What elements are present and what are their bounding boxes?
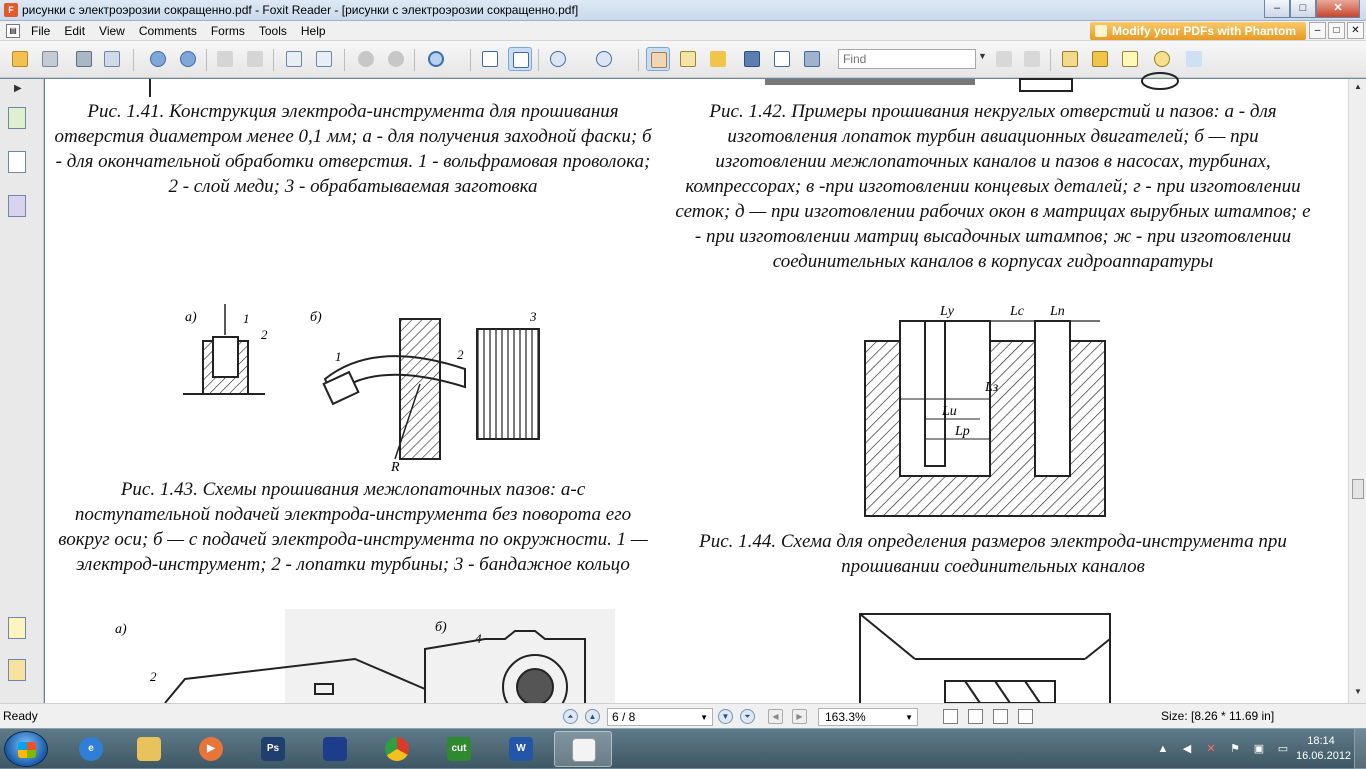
- continuous-view-icon[interactable]: [968, 709, 983, 724]
- page-size: Size: [8.26 * 11.69 in]: [1161, 709, 1275, 723]
- chrome-icon: [385, 737, 409, 761]
- start-button[interactable]: [4, 731, 48, 767]
- fit-width-icon: [513, 52, 529, 68]
- layers-icon[interactable]: [8, 195, 26, 217]
- find-button[interactable]: [740, 47, 764, 71]
- zoom-tool-button[interactable]: [424, 47, 448, 71]
- figbottom-label-b: б): [435, 620, 447, 635]
- next-page-status-button[interactable]: ▼: [718, 709, 733, 724]
- text-tool-button[interactable]: [1118, 47, 1142, 71]
- figure-bottom-left-drawing: [105, 609, 625, 703]
- single-page-view-icon[interactable]: [943, 709, 958, 724]
- back-button[interactable]: [213, 47, 237, 71]
- select-text-icon: [680, 51, 696, 67]
- down-arrow-icon: [180, 51, 196, 67]
- fig143-label-3: 3: [530, 309, 537, 324]
- figbottom-label-a: а): [115, 622, 127, 637]
- page-dropdown-icon[interactable]: ▼: [700, 713, 708, 722]
- promo-label: Modify your PDFs with Phantom: [1112, 24, 1297, 38]
- forward-view-button[interactable]: ▶: [792, 709, 807, 724]
- comments-panel-icon[interactable]: [8, 617, 26, 639]
- taskbar-floppy[interactable]: [306, 731, 364, 767]
- email-button[interactable]: [100, 47, 124, 71]
- email-icon: [104, 51, 120, 67]
- figure-1-43-drawing: [175, 299, 537, 475]
- fig144-label-Lp: Lр: [955, 424, 970, 439]
- tray-expand-icon[interactable]: ▲: [1157, 743, 1169, 755]
- left-arrow-icon: [217, 51, 233, 67]
- menu-help[interactable]: Help: [300, 23, 326, 38]
- figure-fragment-top-right: [765, 79, 1235, 99]
- clock-date: 16.06.2012: [1296, 750, 1352, 762]
- undo-button[interactable]: [354, 47, 378, 71]
- open-button[interactable]: [8, 47, 32, 71]
- foxit-app-icon[interactable]: F: [4, 3, 18, 17]
- pencil-icon: [1092, 51, 1108, 67]
- text-box-icon: [1122, 51, 1138, 67]
- menu-forms[interactable]: Forms: [210, 23, 245, 38]
- save-button[interactable]: [38, 47, 62, 71]
- menu-comments[interactable]: Comments: [138, 23, 197, 38]
- first-page-button[interactable]: ⏶: [563, 709, 578, 724]
- taskbar-chrome[interactable]: [368, 731, 426, 767]
- redo-icon: [388, 51, 404, 67]
- volume-icon[interactable]: ◀: [1182, 743, 1192, 755]
- snapshot-button[interactable]: [800, 47, 824, 71]
- find-input[interactable]: [838, 49, 976, 69]
- collapse-panel-icon[interactable]: ▶: [14, 83, 22, 94]
- fig143-label-2: 2: [261, 327, 268, 342]
- taskbar-mp3-direct-cut[interactable]: [430, 731, 488, 767]
- caption-figure-1-44: Рис. 1.44. Схема для определения размеров электрода-инструмента при прошивании соединительных каналов: [699, 531, 1287, 577]
- foxit-reader-icon: [572, 738, 596, 762]
- menu-file[interactable]: File: [31, 23, 51, 38]
- minimize-button[interactable]: –: [1264, 0, 1290, 18]
- fig143-label-R: R: [391, 460, 400, 475]
- status-bar: [0, 703, 1366, 728]
- figure-bottom-right-drawing: [855, 609, 1115, 703]
- pages-insert-icon: [316, 51, 332, 67]
- phantom-icon: [1095, 25, 1107, 37]
- redo-button[interactable]: [384, 47, 408, 71]
- network-error-icon[interactable]: ✕: [1206, 743, 1216, 755]
- folder-icon: [12, 51, 28, 67]
- media-player-icon: ▶: [199, 737, 223, 761]
- taskbar-photoshop[interactable]: [244, 731, 302, 767]
- last-page-button[interactable]: ⏷: [740, 709, 755, 724]
- figure-fragment-arrow: [140, 79, 170, 99]
- internet-explorer-icon: e: [79, 737, 103, 761]
- show-desktop-button[interactable]: [1354, 729, 1366, 769]
- fig143-label-b: б): [310, 310, 322, 325]
- fit-width-button[interactable]: [508, 47, 532, 71]
- page-number-field[interactable]: [607, 708, 713, 726]
- keyboard-icon[interactable]: ▭: [1277, 743, 1289, 755]
- floppy-disk-icon: [323, 737, 347, 761]
- taskbar-file-explorer[interactable]: [120, 731, 178, 767]
- continuous-facing-view-icon[interactable]: [1018, 709, 1033, 724]
- figbottom-label-2: 2: [150, 669, 157, 684]
- note-tool-button[interactable]: [1058, 47, 1082, 71]
- scroll-down-icon[interactable]: ▼: [1354, 687, 1362, 696]
- caption-figure-1-43: Рис. 1.43. Схемы прошивания межлопаточных пазов: а-с поступательной подачей электрода-инструмента без поворота его вокруг оси; б — с подачей электрода-инструмента по окружности. 1 — электрод-инструмент; 2 - лопатки турбины; 3 - бандажное кольцо: [58, 479, 648, 575]
- print-button[interactable]: [72, 47, 96, 71]
- menu-view[interactable]: View: [99, 23, 125, 38]
- find-dropdown-icon[interactable]: ▼: [978, 51, 987, 61]
- pencil-tool-button[interactable]: [1088, 47, 1112, 71]
- figbottom-label-4: 4: [475, 631, 482, 646]
- next-page-button[interactable]: [176, 47, 200, 71]
- photoshop-icon: Ps: [261, 737, 285, 761]
- save-icon: [42, 51, 58, 67]
- caption-figure-1-41: Рис. 1.41. Конструкция электрода-инструмента для прошивания отверстия диаметром менее 0,1 мм; а - для получения заходной фаски; б - для окончательной обработки отверстия. 1 - вольфрамовая проволока; 2 - слой меди; 3 - обрабатываемая заготовка: [54, 101, 652, 197]
- fit-page-button[interactable]: [478, 47, 502, 71]
- maximize-button[interactable]: □: [1290, 0, 1316, 18]
- callout-icon: [1154, 51, 1170, 67]
- zoom-out-button[interactable]: [546, 47, 570, 71]
- word-icon: W: [509, 737, 533, 761]
- fig143-label-2b: 2: [457, 347, 464, 362]
- doc-minimize-button[interactable]: –: [1309, 22, 1326, 39]
- page-number-value: 6 / 8: [612, 710, 636, 724]
- flag-icon[interactable]: ▣: [1253, 743, 1265, 755]
- status-ready: Ready: [3, 709, 38, 723]
- note-icon: [1062, 51, 1078, 67]
- menu-bar: [0, 21, 1366, 41]
- fig144-label-Ls: Lз: [985, 380, 999, 395]
- clock-time: 18:14: [1307, 735, 1335, 747]
- hand-icon: [651, 52, 667, 68]
- fig143-label-a: а): [185, 310, 197, 325]
- zoom-level-value: 163.3%: [825, 710, 866, 724]
- caption-figure-1-42: Рис. 1.42. Примеры прошивания некруглых отверстий и пазов: а - для изготовления лопаток турбин авиационных двигателей; б — при изготовлении межлопаточных каналов и пазов в насосах, турбинах, компрессорах; в -при изготовлении концевых деталей; г - при изготовлении сеток; д — при изготовлении рабочих окон в матрицах вырубных штампов; е - при изготовлении матриц высадочных штампов; ж - при изготовлении соединительных каналов в корпусах гидроаппаратуры: [675, 101, 1311, 272]
- right-arrow-icon: [247, 51, 263, 67]
- camera-icon: [804, 51, 820, 67]
- fig143-label-1: 1: [243, 311, 250, 326]
- fig144-label-Ln: Lп: [1050, 304, 1065, 319]
- phantom-promo-button[interactable]: [1090, 22, 1306, 40]
- prev-page-button[interactable]: ▲: [585, 709, 600, 724]
- callout-tool-button[interactable]: [1150, 47, 1174, 71]
- print-icon: [76, 51, 92, 67]
- extract-pages-button[interactable]: [282, 47, 306, 71]
- scroll-thumb[interactable]: [1352, 479, 1364, 499]
- line-tool-button[interactable]: [1182, 47, 1206, 71]
- forward-button[interactable]: [243, 47, 267, 71]
- zoom-in-button[interactable]: [592, 47, 616, 71]
- doc-close-button[interactable]: ✕: [1347, 22, 1364, 39]
- arrow-cursor-icon: [710, 51, 726, 67]
- navigation-panel: [0, 79, 44, 703]
- find-previous-button[interactable]: [992, 47, 1016, 71]
- select-text-button[interactable]: [676, 47, 700, 71]
- doc-restore-button[interactable]: □: [1328, 22, 1345, 39]
- binoculars-icon: [744, 51, 760, 67]
- document-icon[interactable]: ▤: [6, 24, 20, 38]
- taskbar-foxit-reader[interactable]: [554, 731, 612, 767]
- insert-pages-button[interactable]: [312, 47, 336, 71]
- pages-icon: [286, 51, 302, 67]
- previous-page-button[interactable]: [146, 47, 170, 71]
- fig144-label-Lc: Lс: [1010, 304, 1024, 319]
- minus-circle-icon: [550, 51, 566, 67]
- taskbar-internet-explorer[interactable]: [62, 731, 120, 767]
- system-clock[interactable]: [1296, 734, 1352, 764]
- mp3-direct-cut-icon: cut: [447, 737, 471, 761]
- zoom-dropdown-icon[interactable]: ▼: [905, 713, 913, 722]
- pages-panel-icon[interactable]: [8, 151, 26, 173]
- document-view[interactable]: [45, 79, 1348, 703]
- taskbar-media-player[interactable]: [182, 731, 240, 767]
- scroll-up-icon[interactable]: ▲: [1354, 82, 1362, 91]
- menu-tools[interactable]: Tools: [258, 23, 287, 38]
- magnifier-icon: [428, 51, 444, 67]
- undo-icon: [358, 51, 374, 67]
- close-button[interactable]: ✕: [1316, 0, 1360, 18]
- facing-view-icon[interactable]: [993, 709, 1008, 724]
- plus-circle-icon: [596, 51, 612, 67]
- typewriter-icon: [774, 51, 790, 67]
- arrow-tool-button[interactable]: [706, 47, 730, 71]
- fig144-label-Lu: Lи: [942, 404, 957, 419]
- back-view-button[interactable]: ◀: [768, 709, 783, 724]
- find-next-icon: [1024, 51, 1040, 67]
- folder-icon: [137, 737, 161, 761]
- attachments-icon[interactable]: [8, 659, 26, 681]
- bookmarks-icon[interactable]: [8, 107, 26, 129]
- find-next-button[interactable]: [1020, 47, 1044, 71]
- vertical-scrollbar[interactable]: [1348, 79, 1366, 703]
- windows-logo-icon: [18, 742, 36, 758]
- up-arrow-icon: [150, 51, 166, 67]
- menu-edit[interactable]: Edit: [64, 23, 86, 38]
- action-center-icon[interactable]: ⚑: [1230, 743, 1240, 755]
- windows-taskbar: [0, 728, 1366, 768]
- hand-tool-button[interactable]: [646, 47, 670, 71]
- arrow-line-icon: [1186, 51, 1202, 67]
- taskbar-word[interactable]: [492, 731, 550, 767]
- fit-page-icon: [482, 51, 498, 67]
- title-bar: [0, 0, 1366, 21]
- window-title: рисунки с электроэрозии сокращенно.pdf - Foxit Reader - [рисунки с электроэрозии сокращенно.pdf]: [22, 3, 579, 17]
- figure-1-44-drawing: [860, 301, 1110, 521]
- fig143-label-1b: 1: [335, 349, 342, 364]
- typewriter-button[interactable]: [770, 47, 794, 71]
- zoom-level-field[interactable]: [818, 708, 918, 726]
- find-prev-icon: [996, 51, 1012, 67]
- fig144-label-Ly: Lу: [940, 304, 954, 319]
